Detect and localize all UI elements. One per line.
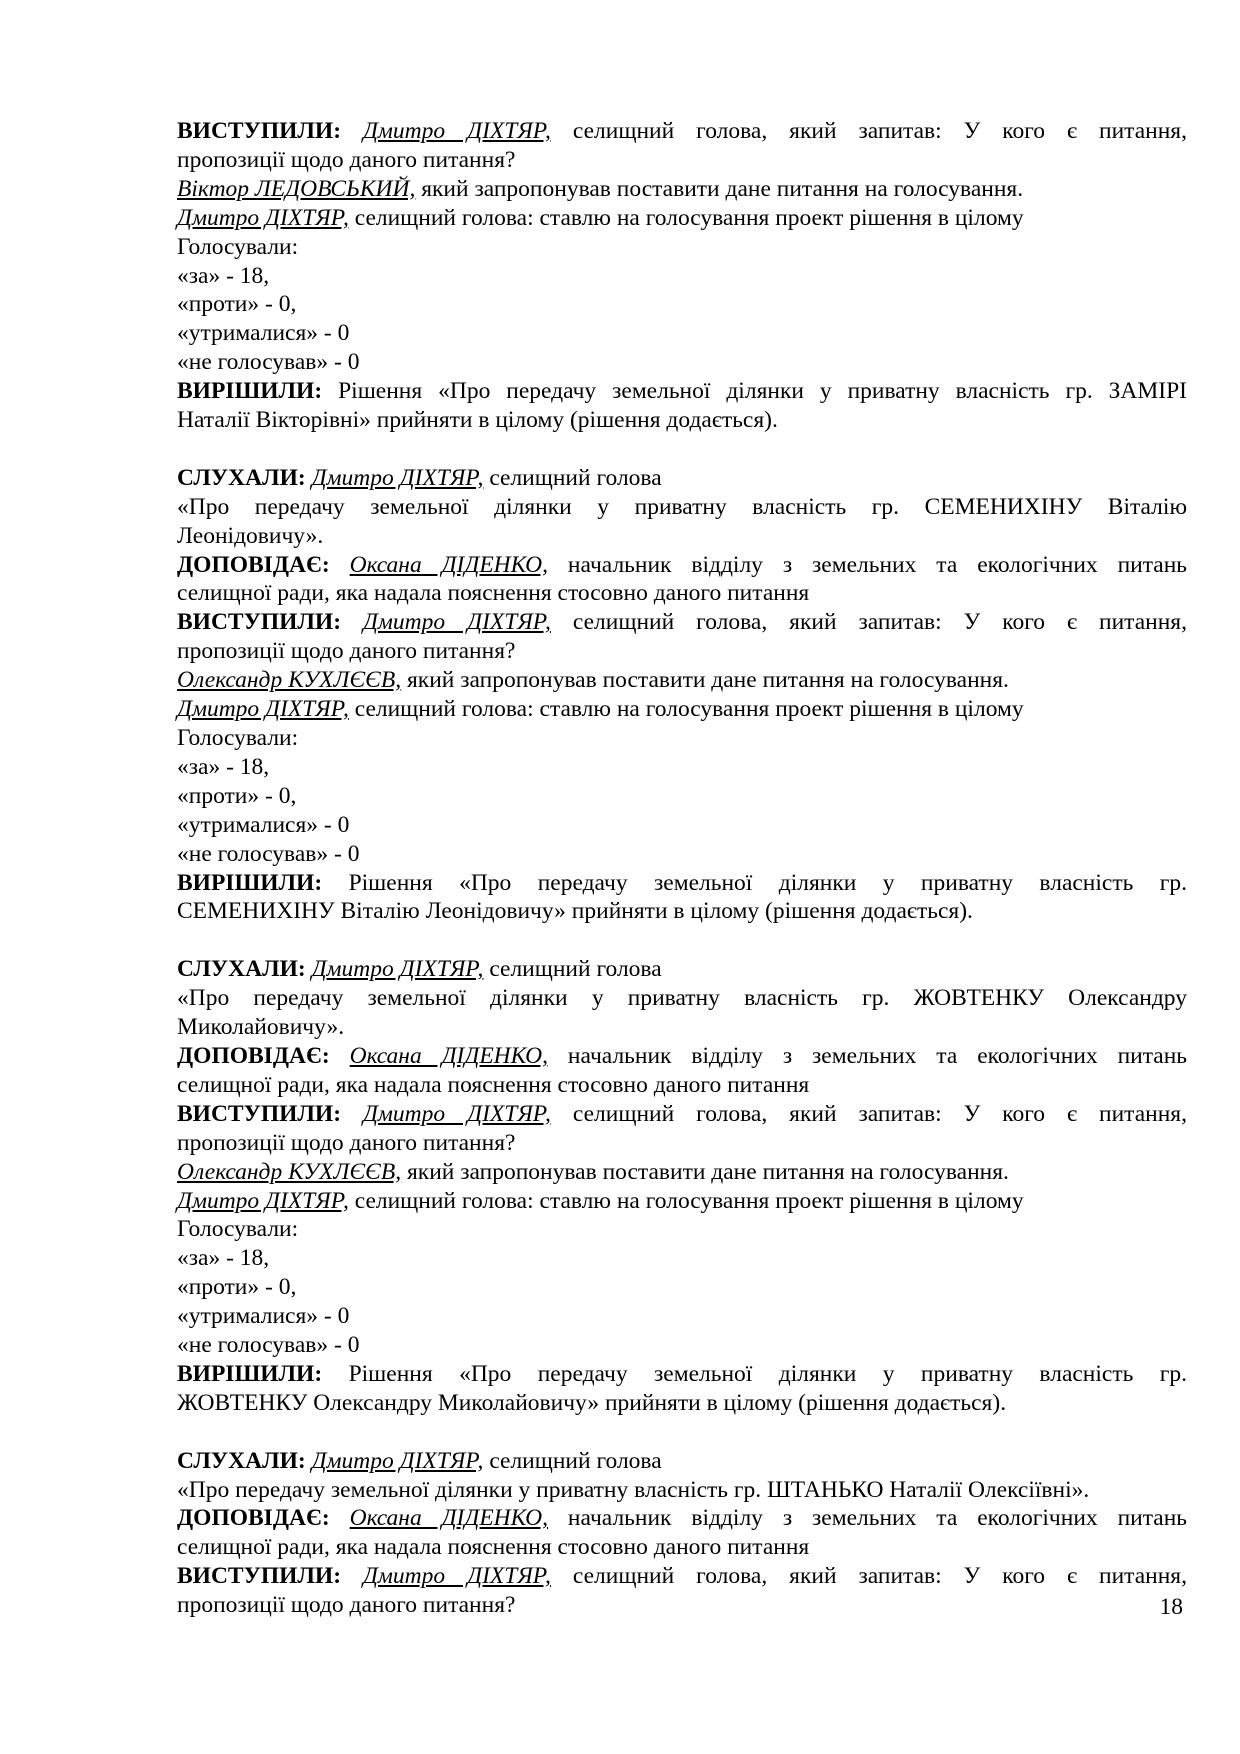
body-text: пропозиції щодо даного питання? [177,638,516,665]
speaker-name: Дмитро ДІХТЯР, [362,1100,551,1127]
body-text: селищний голова: ставлю на голосування проект рішення в цілому [348,696,1024,723]
section-label: ВИСТУПИЛИ: [177,1563,363,1590]
text-line [177,1389,1187,1418]
text-line [177,984,1187,1013]
section-label: ВИСТУПИЛИ: [177,118,363,144]
section-label: ВИРІШИЛИ: [177,869,349,896]
text-line [177,1244,1187,1273]
body-text: «Про передачу земельної ділянки у приватну власність гр. ШТАНЬКО Наталії Олексіївні». [177,1476,1090,1503]
body-text: «Про передачу земельної ділянки у приватну власність гр. СЕМЕНИХІНУ Віталію [177,493,1187,520]
body-text: Голосували: [177,1216,299,1243]
body-text: Рішення «Про передачу земельної ділянки у приватну власність гр. [348,1360,1188,1387]
text-line [177,1215,1187,1244]
body-text: начальник відділу з земельних та екологічних питань [548,1042,1188,1069]
body-text: Миколайовичу». [177,1014,345,1041]
speaker-name: Олександр КУХЛЄЄВ, [177,667,402,694]
body-text: пропозиції щодо даного питання? [177,146,516,173]
text-line [177,1447,1187,1476]
text-line [177,1476,1187,1505]
speaker-name: Дмитро ДІХТЯР, [362,1563,551,1590]
text-line [177,1331,1187,1360]
section-spacer [177,435,1187,464]
text-line [177,1100,1187,1129]
section-label: СЛУХАЛИ: [177,956,312,983]
body-text: селищний голова: ставлю на голосування проект рішення в цілому [348,1187,1024,1214]
body-text: «не голосував» - 0 [177,840,360,867]
body-text: Рішення «Про передачу земельної ділянки у приватну власність гр. [348,869,1188,896]
text-line [177,811,1187,840]
body-text: «утрималися» - 0 [177,1303,350,1330]
body-text: ЖОВТЕНКУ Олександру Миколайовичу» прийняти в цілому (рішення додається). [177,1389,1007,1416]
speaker-name: Дмитро ДІХТЯР, [177,204,349,231]
body-text: селищний голова: ставлю на голосування проект рішення в цілому [348,204,1024,231]
body-text: начальник відділу з земельних та екологічних питань [548,1505,1188,1532]
text-line [177,551,1187,580]
body-text: Голосували: [177,233,299,260]
body-text: Леонідовичу». [177,522,324,549]
text-line [177,897,1187,926]
body-text: селищний голова [483,464,662,491]
text-line [177,1533,1187,1562]
section-label: ВИСТУПИЛИ: [177,1100,363,1127]
body-text: селищний голова, який запитав: У кого є питання, [550,1100,1187,1127]
section-label: ВИСТУПИЛИ: [177,609,363,636]
text-line [177,175,1187,204]
body-text: селищний голова, який запитав: У кого є питання, [550,609,1187,636]
text-line [177,348,1187,377]
speaker-name: Віктор ЛЕДОВСЬКИЙ, [177,175,416,202]
text-line [177,117,1187,146]
section-label: ВИРІШИЛИ: [177,1360,349,1387]
body-text: «не голосував» - 0 [177,1332,360,1359]
text-line [177,666,1187,695]
agenda-section [177,955,1187,1418]
page-number: 18 [1159,1594,1183,1620]
text-line [177,146,1187,175]
body-text: «утрималися» - 0 [177,811,350,838]
body-text: пропозиції щодо даного питання? [177,1129,516,1156]
body-text: селищної ради, яка надала пояснення стосовно даного питання [177,1534,810,1561]
body-text: Голосували: [177,725,299,752]
section-label: ВИРІШИЛИ: [177,378,339,405]
body-text: «проти» - 0, [177,1274,297,1301]
text-line [177,1158,1187,1187]
body-text: який запропонував поставити дане питання на голосування. [401,667,1009,694]
speaker-name: Оксана ДІДЕНКО, [349,551,549,578]
section-spacer [177,926,1187,955]
section-label: СЛУХАЛИ: [177,1447,312,1474]
text-line [177,782,1187,811]
agenda-section [177,1447,1187,1620]
body-text: селищний голова, який запитав: У кого є питання, [550,118,1187,144]
text-line [177,579,1187,608]
body-text: «не голосував» - 0 [177,349,360,376]
text-line [177,724,1187,753]
body-text: Рішення «Про передачу земельної ділянки у приватну власність гр. ЗАМІРІ [338,378,1187,405]
text-line [177,695,1187,724]
body-text: Наталії Вікторівні» прийняти в цілому (рішення додається). [177,407,778,434]
text-line [177,637,1187,666]
speaker-name: Олександр КУХЛЄЄВ, [177,1158,402,1185]
text-line [177,1591,1187,1620]
section-label: ДОПОВІДАЄ: [177,551,350,578]
document-body [177,117,1187,1620]
text-line [177,1042,1187,1071]
text-line [177,406,1187,435]
speaker-name: Дмитро ДІХТЯР, [362,609,551,636]
text-line [177,262,1187,291]
speaker-name: Дмитро ДІХТЯР, [311,464,484,491]
text-line [177,840,1187,869]
body-text: пропозиції щодо даного питання? [177,1592,516,1619]
text-line [177,233,1187,262]
text-line [177,1187,1187,1216]
text-line [177,290,1187,319]
agenda-section [177,464,1187,927]
text-line [177,1273,1187,1302]
speaker-name: Дмитро ДІХТЯР, [177,696,349,723]
text-line [177,319,1187,348]
agenda-section [177,117,1187,435]
body-text: начальник відділу з земельних та екологічних питань [548,551,1188,578]
body-text: «за» - 18, [177,753,270,780]
body-text: СЕМЕНИХІНУ Віталію Леонідовичу» прийняти в цілому (рішення додається). [177,898,973,925]
body-text: «за» - 18, [177,262,270,289]
text-line [177,1302,1187,1331]
body-text: селищний голова [483,956,662,983]
speaker-name: Дмитро ДІХТЯР, [311,1447,484,1474]
text-line [177,493,1187,522]
section-label: ДОПОВІДАЄ: [177,1505,350,1532]
body-text: селищний голова, який запитав: У кого є питання, [550,1563,1187,1590]
speaker-name: Оксана ДІДЕНКО, [349,1042,549,1069]
text-line [177,1071,1187,1100]
text-line [177,464,1187,493]
text-line [177,1504,1187,1533]
body-text: який запропонував поставити дане питання на голосування. [415,175,1024,202]
speaker-name: Оксана ДІДЕНКО, [349,1505,549,1532]
text-line [177,1562,1187,1591]
body-text: «проти» - 0, [177,291,297,318]
text-line [177,608,1187,637]
body-text: селищної ради, яка надала пояснення стосовно даного питання [177,1071,810,1098]
text-line [177,869,1187,898]
section-label: ДОПОВІДАЄ: [177,1042,350,1069]
text-line [177,955,1187,984]
body-text: «за» - 18, [177,1245,270,1272]
text-line [177,522,1187,551]
body-text: «проти» - 0, [177,782,297,809]
speaker-name: Дмитро ДІХТЯР, [311,956,484,983]
speaker-name: Дмитро ДІХТЯР, [177,1187,349,1214]
body-text: який запропонував поставити дане питання на голосування. [401,1158,1009,1185]
text-line [177,377,1187,406]
text-line [177,1129,1187,1158]
body-text: «утрималися» - 0 [177,320,350,347]
text-line [177,1013,1187,1042]
body-text: селищний голова [483,1447,662,1474]
text-line [177,204,1187,233]
section-label: СЛУХАЛИ: [177,464,312,491]
text-line [177,1360,1187,1389]
body-text: «Про передачу земельної ділянки у приватну власність гр. ЖОВТЕНКУ Олександру [177,985,1187,1012]
text-line [177,753,1187,782]
speaker-name: Дмитро ДІХТЯР, [362,118,551,144]
section-spacer [177,1418,1187,1447]
body-text: селищної ради, яка надала пояснення стосовно даного питання [177,580,810,607]
